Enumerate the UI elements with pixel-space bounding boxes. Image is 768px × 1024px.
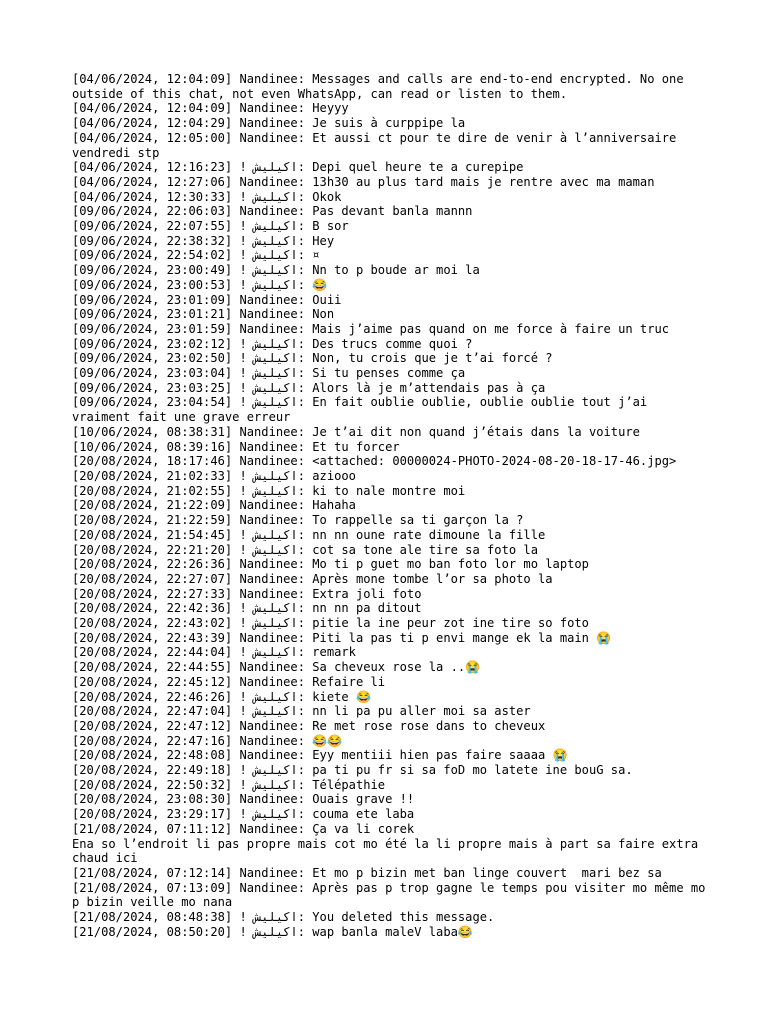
chat-line: [09/06/2024, 23:01:59] Nandinee: Mais j’aime pas quand on me force à faire un truc xyxy=(72,321,670,336)
chat-line: [20/08/2024, 22:50:32] ! ‏اكيليش: Télépathie xyxy=(72,777,386,792)
chat-line: [09/06/2024, 23:01:09] Nandinee: Ouii xyxy=(72,292,342,307)
chat-line: [20/08/2024, 21:22:09] Nandinee: Hahaha xyxy=(72,498,356,513)
chat-line: [21/08/2024, 08:48:38] ! ‏اكيليش: You deleted this message. xyxy=(72,910,495,925)
chat-line: [20/08/2024, 22:47:16] Nandinee: 😂😂 xyxy=(72,733,343,748)
chat-line: [09/06/2024, 23:04:54] ! ‏اكيليش: En fait oublie oublie, oublie oublie tout j’ai vraiment fait une grave erreur xyxy=(72,395,655,425)
chat-line: [09/06/2024, 23:00:49] ! ‏اكيليش: Nn to p boude ar moi la xyxy=(72,263,480,278)
chat-line: [04/06/2024, 12:04:09] Nandinee: Heyyy xyxy=(72,101,349,116)
chat-line: [20/08/2024, 18:17:46] Nandinee: <attached: 00000024-PHOTO-2024-08-20-18-17-46.jpg> xyxy=(72,454,677,469)
chat-line: [20/08/2024, 22:49:18] ! ‏اكيليش: pa ti pu fr si sa foD mo latete ine bouG sa. xyxy=(72,763,633,778)
chat-line: [20/08/2024, 22:48:08] Nandinee: Eyy mentiii hien pas faire saaaa 😭 xyxy=(72,748,568,763)
chat-line: [09/06/2024, 23:03:25] ! ‏اكيليش: Alors là je m’attendais pas à ça xyxy=(72,380,546,395)
chat-line: [20/08/2024, 22:27:33] Nandinee: Extra joli foto xyxy=(72,586,422,601)
chat-line: [09/06/2024, 23:02:12] ! ‏اكيليش: Des trucs comme quoi ? xyxy=(72,336,473,351)
chat-line: [20/08/2024, 22:27:07] Nandinee: Après mone tombe l’or sa photo la xyxy=(72,571,553,586)
chat-line: [09/06/2024, 23:03:04] ! ‏اكيليش: Si tu penses comme ça xyxy=(72,366,466,381)
chat-line: [20/08/2024, 22:47:12] Nandinee: Re met rose rose dans to cheveux xyxy=(72,718,546,733)
chat-line: [04/06/2024, 12:16:23] ! ‏اكيليش: Depi quel heure te a curepipe xyxy=(72,160,524,175)
chat-line: [20/08/2024, 22:44:04] ! ‏اكيليش: remark xyxy=(72,645,356,660)
chat-line: [20/08/2024, 22:26:36] Nandinee: Mo ti p guet mo ban foto lor mo laptop xyxy=(72,557,589,572)
chat-line: [04/06/2024, 12:30:33] ! ‏اكيليش: Okok xyxy=(72,189,342,204)
chat-line: [20/08/2024, 23:08:30] Nandinee: Ouais grave !! xyxy=(72,792,415,807)
chat-line: [20/08/2024, 22:46:26] ! ‏اكيليش: kiete 😂 xyxy=(72,689,372,704)
chat-line: [20/08/2024, 21:22:59] Nandinee: To rappelle sa ti garçon la ? xyxy=(72,513,524,528)
chat-line: [04/06/2024, 12:05:00] Nandinee: Et aussi ct pour te dire de venir à l’anniversaire vendredi stp xyxy=(72,130,684,160)
chat-line: [21/08/2024, 07:13:09] Nandinee: Après pas p trop gagne le temps pou visiter mo même mo p bizin veille mo nana xyxy=(72,880,713,910)
chat-line: [20/08/2024, 22:47:04] ! ‏اكيليش: nn li pa pu aller moi sa aster xyxy=(72,704,531,719)
chat-line: [09/06/2024, 23:02:50] ! ‏اكيليش: Non, tu crois que je t’ai forcé ? xyxy=(72,351,553,366)
chat-line: [04/06/2024, 12:04:09] Nandinee: Messages and calls are end-to-end encrypted. No one outside of this chat, not even WhatsApp, can read or listen to them. xyxy=(72,72,691,101)
chat-line: [09/06/2024, 22:07:55] ! ‏اكيليش: B sor xyxy=(72,219,349,234)
chat-line: [20/08/2024, 21:02:33] ! ‏اكيليش: aziooo xyxy=(72,468,356,483)
chat-line: [04/06/2024, 12:27:06] Nandinee: 13h30 au plus tard mais je rentre avec ma maman xyxy=(72,174,655,189)
chat-line: [09/06/2024, 22:06:03] Nandinee: Pas devant banla mannn xyxy=(72,204,473,219)
chat-line: [10/06/2024, 08:38:31] Nandinee: Je t’ai dit non quand j’étais dans la voiture xyxy=(72,424,640,439)
chat-line: [09/06/2024, 23:00:53] ! ‏اكيليش: 😂 xyxy=(72,277,328,292)
chat-line: [20/08/2024, 22:43:39] Nandinee: Piti la pas ti p envi mange ek la main 😭 xyxy=(72,630,612,645)
chat-line: [21/08/2024, 08:50:20] ! ‏اكيليش: wap banla maleV laba😂 xyxy=(72,924,473,939)
chat-line: [04/06/2024, 12:04:29] Nandinee: Je suis à curppipe la xyxy=(72,116,466,131)
chat-line: [20/08/2024, 21:54:45] ! ‏اكيليش: nn nn oune rate dimoune la fille xyxy=(72,527,546,542)
chat-line: [20/08/2024, 23:29:17] ! ‏اكيليش: couma ete laba xyxy=(72,807,415,822)
chat-line: [20/08/2024, 22:21:20] ! ‏اكيليش: cot sa tone ale tire sa foto la xyxy=(72,542,538,557)
chat-line: [09/06/2024, 22:54:02] ! ‏اكيليش: ¤ xyxy=(72,248,320,263)
chat-line: [20/08/2024, 22:44:55] Nandinee: Sa cheveux rose la ..😭 xyxy=(72,660,481,675)
chat-line: [21/08/2024, 07:11:12] Nandinee: Ça va li corek Ena so l’endroit li pas propre mais cot mo été la li propre mais à part sa faire extra chaud ici xyxy=(72,821,699,866)
chat-line: [09/06/2024, 23:01:21] Nandinee: Non xyxy=(72,307,335,322)
chat-line: [20/08/2024, 22:42:36] ! ‏اكيليش: nn nn pa ditout xyxy=(72,601,422,616)
chat-line: [20/08/2024, 21:02:55] ! ‏اكيليش: ki to nale montre moi xyxy=(72,483,466,498)
chat-line: [10/06/2024, 08:39:16] Nandinee: Et tu forcer xyxy=(72,439,400,454)
chat-line: [09/06/2024, 22:38:32] ! ‏اكيليش: Hey xyxy=(72,233,335,248)
chat-line: [20/08/2024, 22:45:12] Nandinee: Refaire li xyxy=(72,674,386,689)
chat-line: [20/08/2024, 22:43:02] ! ‏اكيليش: pitie la ine peur zot ine tire so foto xyxy=(72,616,589,631)
chat-line: [21/08/2024, 07:12:14] Nandinee: Et mo p bizin met ban linge couvert mari bez sa xyxy=(72,865,662,880)
chat-export-document xyxy=(72,72,712,939)
